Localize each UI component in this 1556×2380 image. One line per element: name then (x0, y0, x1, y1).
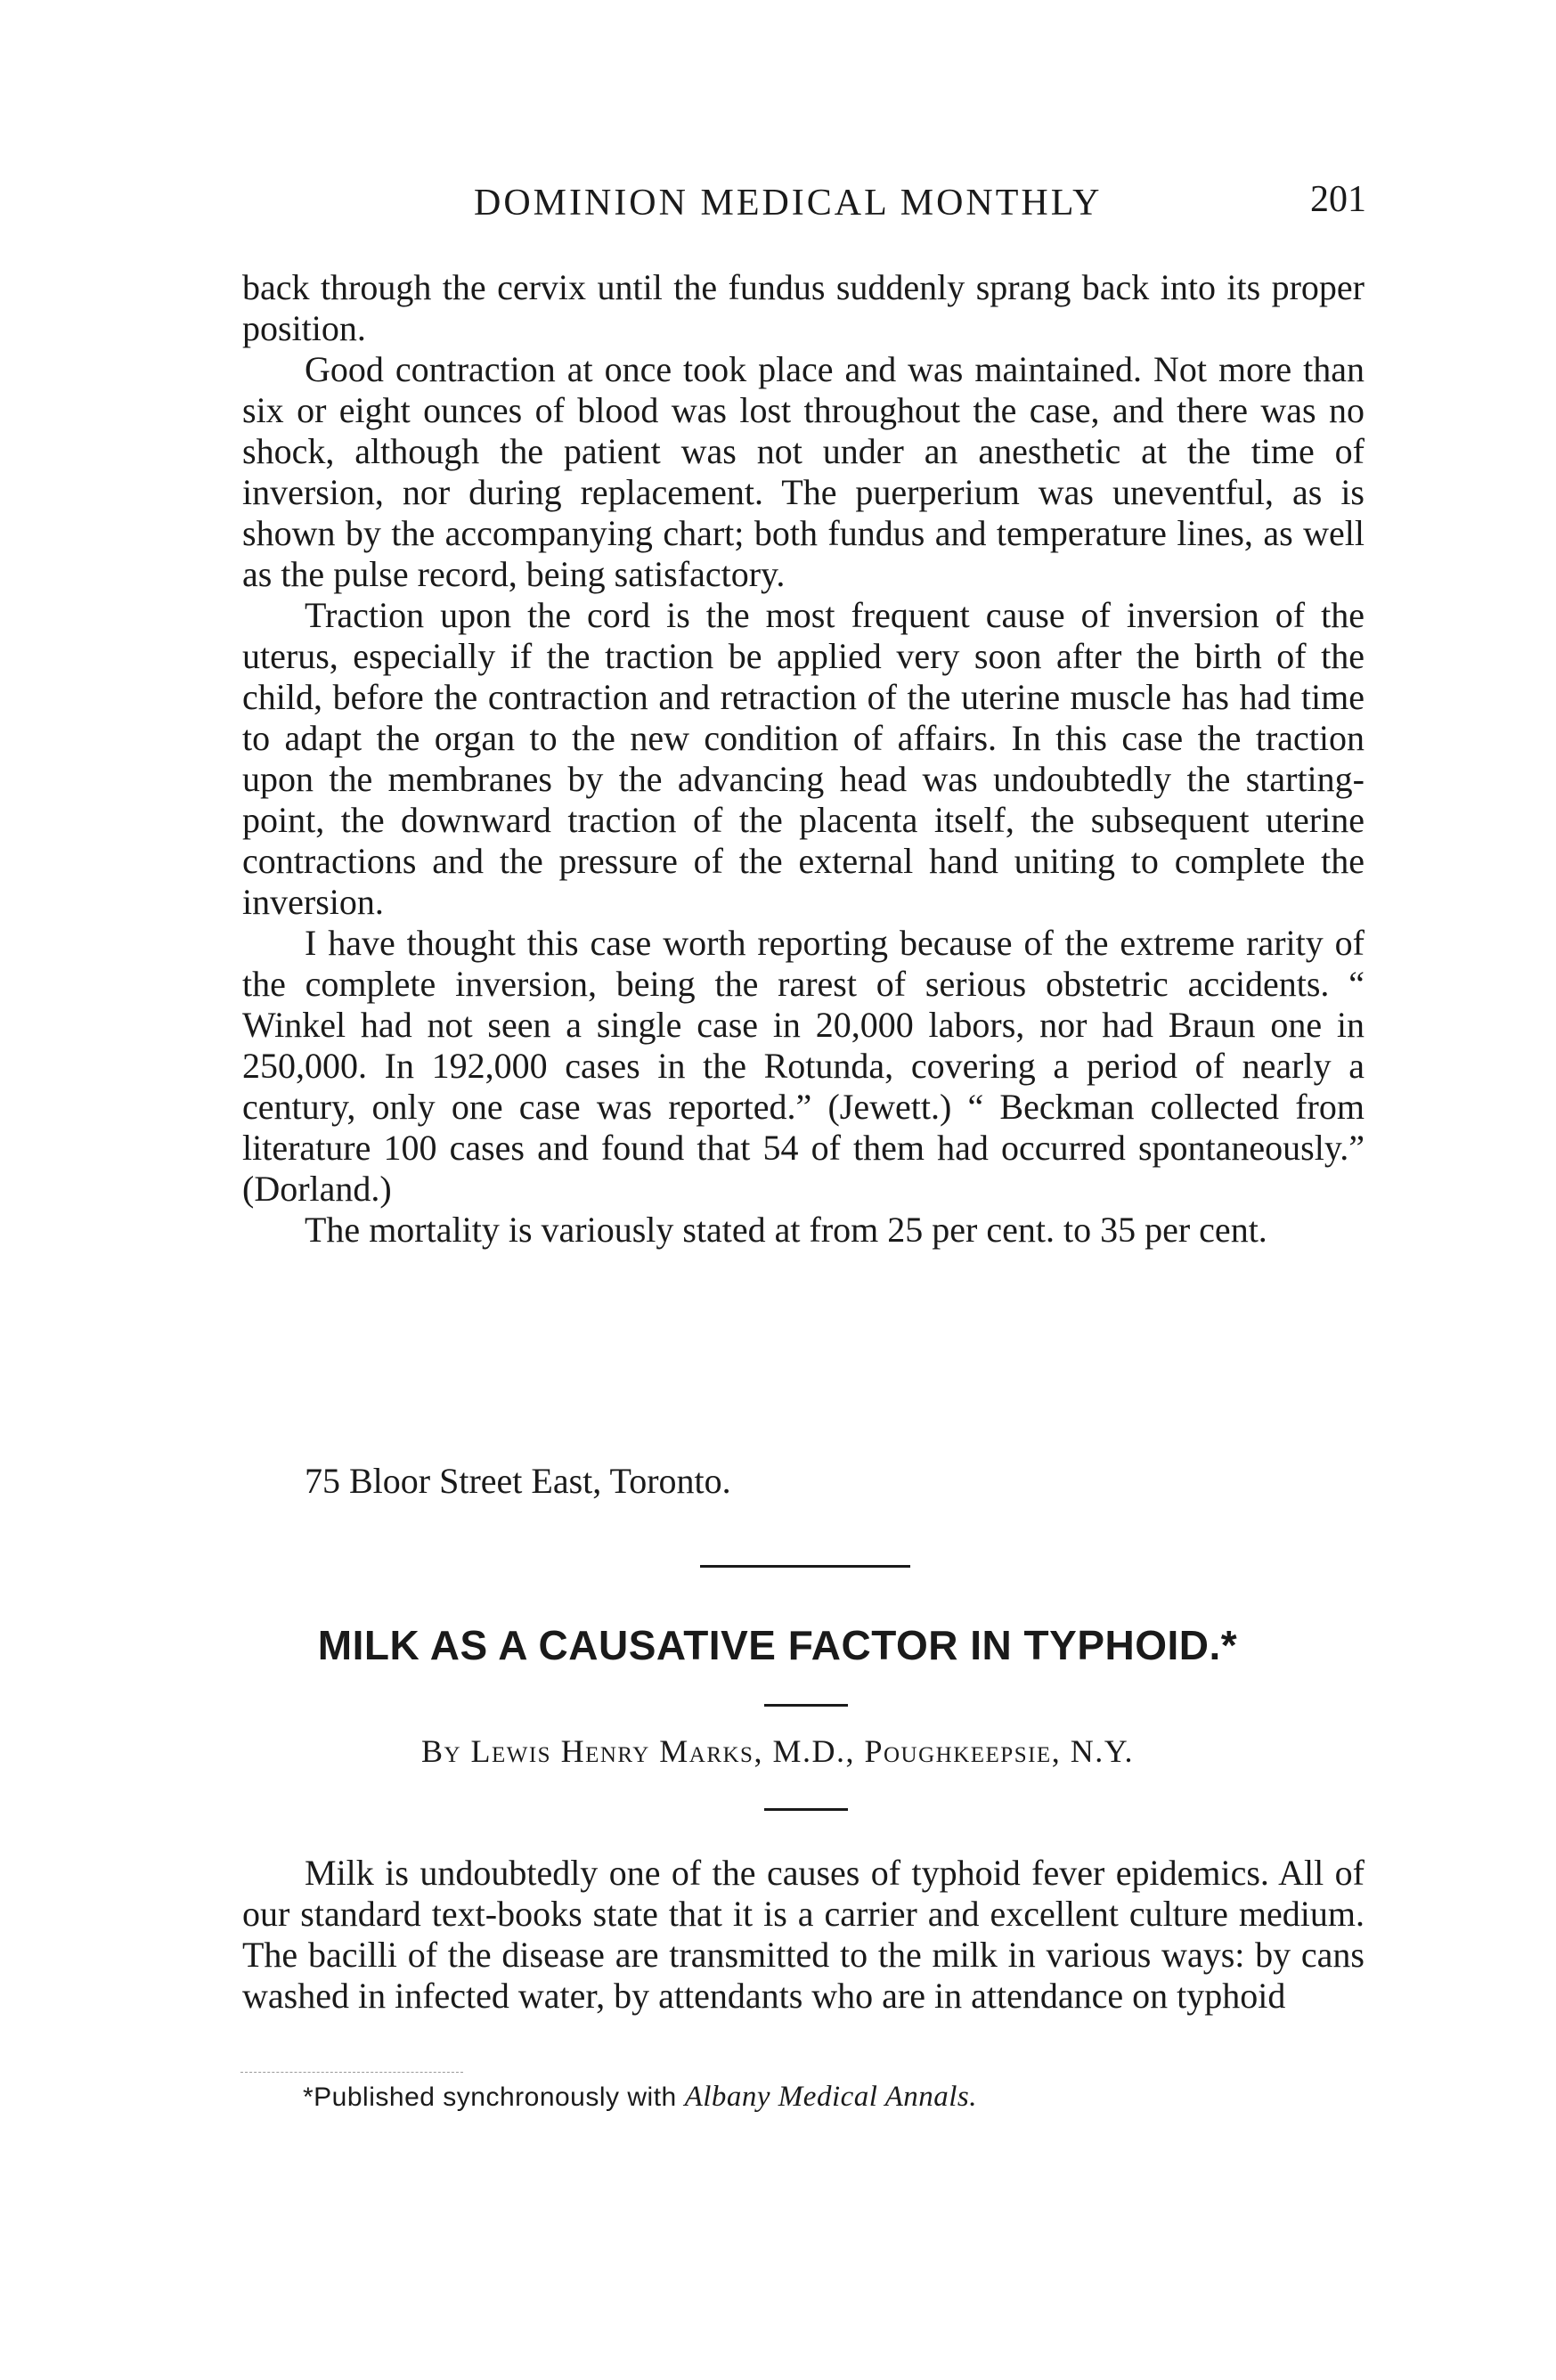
byline: By Lewis Henry Marks, M.D., Poughkeepsie, N.Y. (420, 1733, 1135, 1769)
paragraph: I have thought this case worth reporting because of the extreme rarity of the complete inversion, being the rarest of serious obstetric accidents. “ Winkel had not seen a single case in 20,000 labors, nor had Braun one in 250,000. In 192,000 cases in the Rotunda, covering a period of nearly a century, only one case was reported.” (Jewett.) “ Beckman collected from literature 100 cases and found that 54 of them had occurred spontaneously.” (Dorland.) (242, 923, 1365, 1209)
byline-rule (764, 1808, 848, 1811)
new-article-body (242, 1853, 1365, 2017)
footnote-text: *Published synchronously with (303, 2082, 677, 2112)
author-address: 75 Bloor Street East, Toronto. (305, 1461, 731, 1501)
section-divider (700, 1565, 910, 1568)
paragraph: Good contraction at once took place and was maintained. Not more than six or eight ounces of blood was lost throughout the case, and there was no shock, although the patient was not under an anesthetic at the time of inversion, nor during replacement. The puerperium was uneventful, as is shown by the accompanying chart; both fundus and temperature lines, as well as the pulse record, being satisfactory. (242, 349, 1365, 594)
paragraph: Traction upon the cord is the most frequent cause of inversion of the uterus, especially if the traction be applied very soon after the birth of the child, before the contraction and retraction of the uterine muscle has had time to adapt the organ to the new condition of affairs. In this case the traction upon the membranes by the advancing head was undoubtedly the starting-point, the downward traction of the placenta itself, the subsequent uterine contractions and the pressure of the external hand uniting to complete the inversion. (242, 595, 1365, 922)
page-number: 201 (1310, 179, 1366, 220)
footnote-journal: Albany Medical Annals. (684, 2081, 977, 2113)
journal-title: DOMINION MEDICAL MONTHLY (474, 183, 1103, 224)
paragraph: back through the cervix until the fundus suddenly sprang back into its proper position. (242, 267, 1365, 348)
footnote (303, 2081, 977, 2114)
footnote-rule (240, 2072, 463, 2073)
article-title: MILK AS A CAUSATIVE FACTOR IN TYPHOID.* (317, 1622, 1238, 1668)
paragraph: The mortality is variously stated at from 25 per cent. to 35 per cent. (305, 1210, 1267, 1250)
running-head (242, 178, 1366, 232)
paragraph: Milk is undoubtedly one of the causes of typhoid fever epidemics. All of our standard text-books state that it is a carrier and excellent culture medium. The bacilli of the disease are transmitted to the milk in various ways: by cans washed in infected water, by attendants who are in attendance on typhoid (242, 1853, 1365, 2016)
continued-article-body (242, 267, 1365, 1251)
title-rule (764, 1704, 848, 1707)
